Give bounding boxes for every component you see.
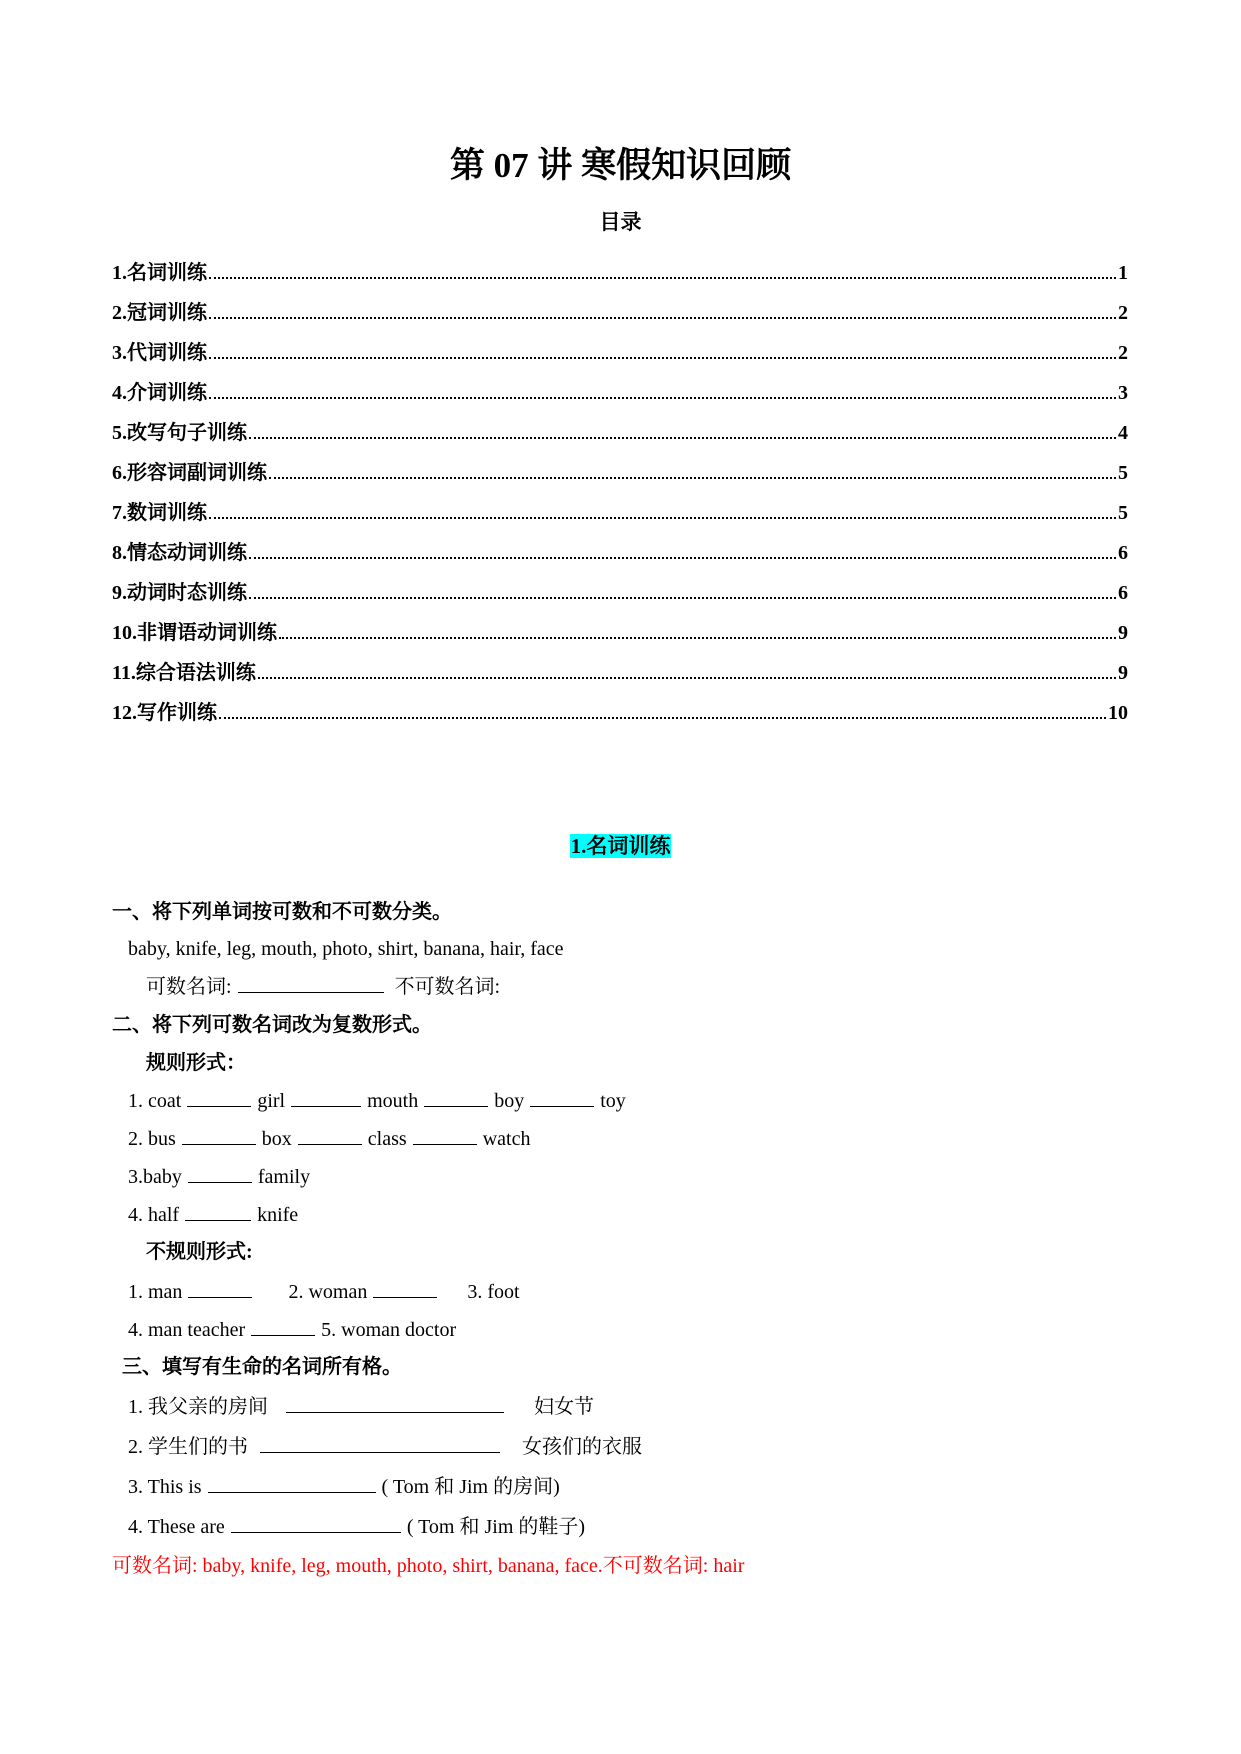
- toc-entry-label: 4.介词训练: [112, 382, 207, 404]
- word: box: [261, 1128, 292, 1150]
- toc-entry-page: 5: [1118, 462, 1128, 484]
- toc-entry-page: 2: [1118, 302, 1128, 324]
- toc-entry-label: 12.写作训练: [112, 702, 217, 724]
- toc-entry-label: 10.非谓语动词训练: [112, 622, 277, 644]
- uncountable-label: 不可数名词:: [394, 976, 501, 998]
- toc-leader-dots: [279, 636, 1116, 639]
- word: 3.baby: [128, 1166, 182, 1188]
- toc-entry-page: 6: [1118, 542, 1128, 564]
- prompt: ( Tom 和 Jim 的房间): [381, 1476, 560, 1498]
- word: knife: [257, 1204, 299, 1226]
- countable-label: 可数名词:: [146, 976, 232, 998]
- toc-entry-label: 5.改写句子训练: [112, 422, 247, 444]
- toc-entry[interactable]: [112, 485, 1128, 525]
- answer-blank[interactable]: [413, 1124, 477, 1145]
- prompt: 4. These are: [128, 1516, 225, 1538]
- toc-leader-dots: [269, 476, 1116, 479]
- regular-form-label: 规则形式：: [146, 1052, 246, 1074]
- toc-entry-page: 5: [1118, 502, 1128, 524]
- word: 2. bus: [128, 1128, 176, 1150]
- toc-leader-dots: [249, 556, 1116, 559]
- toc-leader-dots: [249, 596, 1116, 599]
- toc-heading: 目录: [599, 210, 642, 234]
- toc-entry-page: 1: [1118, 262, 1128, 284]
- exercise-row: [128, 1086, 626, 1115]
- prompt: 女孩们的衣服: [522, 1436, 642, 1458]
- exercise-row: [128, 1124, 530, 1153]
- toc-entry-label: 3.代词训练: [112, 342, 207, 364]
- toc-entry-label: 7.数词训练: [112, 502, 207, 524]
- section-heading: [0, 832, 1241, 860]
- prompt: 1. 我父亲的房间: [128, 1396, 268, 1418]
- toc-entry-page: 9: [1118, 622, 1128, 644]
- toc-entry[interactable]: [112, 325, 1128, 365]
- part1-title: 一、将下列单词按可数和不可数分类。: [112, 901, 452, 923]
- toc-entry[interactable]: [112, 245, 1128, 285]
- answer-blank[interactable]: [424, 1086, 488, 1107]
- word: toy: [600, 1090, 626, 1112]
- toc-entry-label: 9.动词时态训练: [112, 582, 247, 604]
- toc-entry[interactable]: [112, 645, 1128, 685]
- toc-entry[interactable]: [112, 565, 1128, 605]
- answer-blank[interactable]: [260, 1432, 500, 1453]
- answer-blank[interactable]: [231, 1512, 401, 1533]
- exercise-row: [128, 1512, 585, 1541]
- toc-entry[interactable]: [112, 405, 1128, 445]
- exercise-row: [128, 1277, 520, 1306]
- exercise-row: [128, 1200, 298, 1229]
- word: 1. coat: [128, 1090, 182, 1112]
- answer-blank[interactable]: [298, 1124, 362, 1145]
- answer-blank[interactable]: [185, 1200, 251, 1221]
- toc-entry[interactable]: [112, 365, 1128, 405]
- document-title: 第 07 讲 寒假知识回顾: [449, 146, 792, 185]
- word: 2. woman: [288, 1281, 368, 1303]
- toc-entry-label: 8.情态动词训练: [112, 542, 247, 564]
- exercise-row: [128, 1392, 594, 1421]
- toc-entry[interactable]: [112, 685, 1128, 725]
- toc-entry[interactable]: [112, 285, 1128, 325]
- answer-blank[interactable]: [530, 1086, 594, 1107]
- word: girl: [257, 1090, 286, 1112]
- exercise-row: [128, 1432, 642, 1461]
- prompt: 妇女节: [534, 1396, 594, 1418]
- answer-blank[interactable]: [286, 1392, 504, 1413]
- toc-entry-page: 6: [1118, 582, 1128, 604]
- answer-blank[interactable]: [373, 1277, 437, 1298]
- word: watch: [482, 1128, 531, 1150]
- toc-entry-page: 4: [1118, 422, 1128, 444]
- part3-title: 三、填写有生命的名词所有格。: [122, 1356, 402, 1378]
- classification-line: [146, 972, 500, 1001]
- word: family: [257, 1166, 311, 1188]
- exercise-row: [128, 1162, 310, 1191]
- word-list: baby, knife, leg, mouth, photo, shirt, banana, hair, face: [128, 938, 564, 960]
- answer-blank[interactable]: [188, 1277, 252, 1298]
- answer-key: 可数名词: baby, knife, leg, mouth, photo, shirt, banana, face.不可数名词: hair: [112, 1555, 745, 1577]
- toc-entry-label: 6.形容词副词训练: [112, 462, 267, 484]
- part2-title: 二、将下列可数名词改为复数形式。: [112, 1014, 432, 1036]
- toc-entry[interactable]: [112, 445, 1128, 485]
- prompt: 2. 学生们的书: [128, 1436, 248, 1458]
- toc-leader-dots: [209, 356, 1116, 359]
- irregular-form-label: 不规则形式:: [146, 1241, 253, 1263]
- answer-blank[interactable]: [251, 1315, 315, 1336]
- exercise-row: [128, 1315, 456, 1344]
- toc-entry[interactable]: [112, 525, 1128, 565]
- answer-blank[interactable]: [187, 1086, 251, 1107]
- toc-entry-page: 9: [1118, 662, 1128, 684]
- toc-entry-page: 10: [1108, 702, 1128, 724]
- prompt: ( Tom 和 Jim 的鞋子): [406, 1516, 586, 1538]
- toc-leader-dots: [219, 716, 1106, 719]
- word: class: [367, 1128, 407, 1150]
- answer-blank[interactable]: [291, 1086, 361, 1107]
- prompt: 3. This is: [128, 1476, 202, 1498]
- toc-entry-label: 1.名词训练: [112, 262, 207, 284]
- toc-entry-label: 2.冠词训练: [112, 302, 207, 324]
- word: 3. foot: [467, 1281, 520, 1303]
- exercise-row: [128, 1472, 560, 1501]
- toc-leader-dots: [209, 316, 1116, 319]
- toc-leader-dots: [209, 516, 1116, 519]
- toc-leader-dots: [209, 276, 1116, 279]
- word: 1. man: [128, 1281, 183, 1303]
- word: 5. woman doctor: [321, 1319, 457, 1341]
- toc-entry-label: 11.综合语法训练: [112, 662, 256, 684]
- table-of-contents: [112, 245, 1128, 725]
- countable-blank[interactable]: [238, 972, 384, 993]
- answer-blank[interactable]: [208, 1472, 376, 1493]
- word: 4. half: [128, 1204, 180, 1226]
- toc-leader-dots: [258, 676, 1116, 679]
- toc-entry[interactable]: [112, 605, 1128, 645]
- section-heading-text: 1.名词训练: [570, 834, 671, 858]
- word: mouth: [367, 1090, 419, 1112]
- toc-leader-dots: [209, 396, 1116, 399]
- answer-blank[interactable]: [182, 1124, 256, 1145]
- toc-entry-page: 3: [1118, 382, 1128, 404]
- toc-entry-page: 2: [1118, 342, 1128, 364]
- word: boy: [494, 1090, 525, 1112]
- toc-leader-dots: [249, 436, 1116, 439]
- answer-blank[interactable]: [188, 1162, 252, 1183]
- word: 4. man teacher: [128, 1319, 246, 1341]
